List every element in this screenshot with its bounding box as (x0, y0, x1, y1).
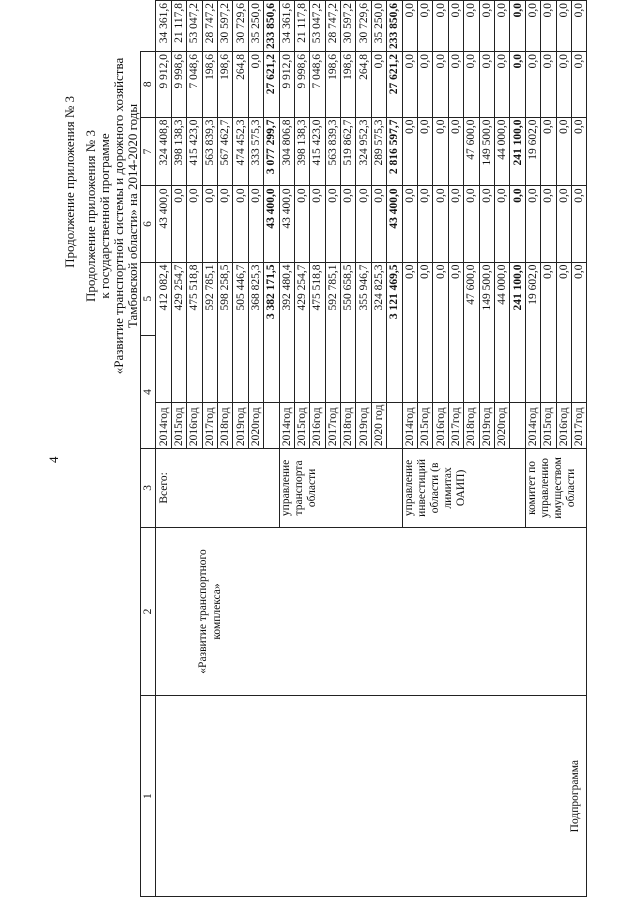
value-cell: 47 600,0 (464, 117, 479, 186)
value-cell: 7 048,6 (187, 52, 202, 118)
total-value-cell: 43 400,0 (264, 186, 279, 262)
value-cell: 0,0 (371, 186, 386, 262)
table-row (156, 1, 171, 897)
year-cell: 2014год (279, 402, 294, 449)
value-cell: 0,0 (248, 52, 263, 118)
value-cell: 198,6 (341, 52, 356, 118)
value-cell: 429 254,7 (294, 262, 309, 402)
value-cell: 198,6 (202, 52, 217, 118)
value-cell: 53 047,2 (187, 1, 202, 52)
value-cell: 505 446,7 (233, 262, 248, 402)
value-cell: 0,0 (541, 52, 556, 118)
year-cell: 2014год (156, 402, 171, 449)
value-cell: 0,0 (571, 52, 586, 118)
value-cell: 28 747,2 (325, 1, 340, 52)
value-cell: 9 912,0 (279, 52, 294, 118)
value-cell: 0,0 (541, 262, 556, 402)
value-cell: 0,0 (418, 262, 433, 402)
value-cell: 47 600,0 (464, 262, 479, 402)
value-cell: 475 518,8 (187, 262, 202, 402)
value-cell: 0,0 (448, 117, 463, 186)
total-value-cell: 0,0 (510, 52, 525, 118)
total-value-cell: 3 121 469,5 (387, 262, 402, 402)
value-cell: 53 047,2 (310, 1, 325, 52)
value-cell: 43 400,0 (156, 186, 171, 262)
value-cell: 0,0 (233, 186, 248, 262)
page-number: 4 (46, 456, 61, 463)
value-cell: 563 839,3 (202, 117, 217, 186)
year-cell: 2019год (356, 402, 371, 449)
year-cell: 2016год (187, 402, 202, 449)
value-cell: 0,0 (171, 186, 186, 262)
value-cell: 368 825,3 (248, 262, 263, 402)
column-number-header: 4 (141, 335, 156, 448)
value-cell: 0,0 (494, 52, 509, 118)
value-cell: 474 452,3 (233, 117, 248, 186)
value-cell: 198,6 (217, 52, 232, 118)
value-cell: 0,0 (418, 117, 433, 186)
value-cell: 0,0 (448, 186, 463, 262)
value-cell: 567 462,7 (217, 117, 232, 186)
value-cell: 9 912,0 (156, 52, 171, 118)
column-number-header: 2 (141, 527, 156, 696)
year-cell: 2014год (525, 402, 540, 449)
year-cell: 2018год (341, 402, 356, 449)
value-cell: 0,0 (571, 186, 586, 262)
value-cell: 30 729,6 (233, 1, 248, 52)
value-cell: 0,0 (418, 1, 433, 52)
financing-table (140, 0, 587, 897)
executor-cell: управление транспорта области (279, 449, 402, 528)
total-value-cell: 0,0 (510, 186, 525, 262)
value-cell: 149 500,0 (479, 117, 494, 186)
value-cell: 0,0 (494, 1, 509, 52)
total-value-cell: 43 400,0 (387, 186, 402, 262)
column-number-header: 7 (141, 117, 156, 186)
total-value-cell: 27 621,2 (264, 52, 279, 118)
value-cell: 0,0 (494, 186, 509, 262)
value-cell: 304 806,8 (279, 117, 294, 186)
value-cell: 0,0 (525, 1, 540, 52)
value-cell: 0,0 (525, 52, 540, 118)
year-cell: 2018год (464, 402, 479, 449)
value-cell: 34 361,6 (156, 1, 171, 52)
value-cell: 324 952,3 (356, 117, 371, 186)
year-cell: 2019год (233, 402, 248, 449)
program-heading-line: «Развитие транспортной системы и дорожного хозяйства (111, 57, 126, 375)
executor-cell: Всего: (156, 449, 279, 528)
total-value-cell: 241 100,0 (510, 262, 525, 402)
total-value-cell: 233 850,6 (264, 1, 279, 52)
program-heading-line: Тамбовской области» на 2014-2020 годы (125, 103, 140, 329)
value-cell: 0,0 (479, 186, 494, 262)
value-cell: 398 138,3 (171, 117, 186, 186)
value-cell: 7 048,6 (310, 52, 325, 118)
year-cell: 2015год (294, 402, 309, 449)
column-number-header: 1 (141, 696, 156, 897)
year-cell: 2017год (202, 402, 217, 449)
executor-cell: управление инвестиций области (в лимитах ОАИП) (402, 449, 525, 528)
year-cell: 2015год (541, 402, 556, 449)
value-cell: 35 250,0 (248, 1, 263, 52)
year-cell: 2020год (248, 402, 263, 449)
value-cell: 264,8 (356, 52, 371, 118)
year-cell: 2015год (418, 402, 433, 449)
value-cell: 475 518,8 (310, 262, 325, 402)
executor-cell: комитет по управлению имуществом области (525, 449, 587, 528)
value-cell: 0,0 (325, 186, 340, 262)
value-cell: 0,0 (479, 52, 494, 118)
value-cell: 0,0 (402, 186, 417, 262)
year-cell: 2017год (325, 402, 340, 449)
column-number-row (141, 1, 156, 897)
value-cell: 35 250,0 (371, 1, 386, 52)
year-cell: 2016год (556, 402, 571, 449)
value-cell: 0,0 (448, 262, 463, 402)
value-cell: 0,0 (556, 52, 571, 118)
value-cell: 0,0 (187, 186, 202, 262)
program-heading-line: Продолжение приложения № 3 (83, 130, 98, 302)
value-cell: 0,0 (310, 186, 325, 262)
column-number-header: 8 (141, 52, 156, 118)
value-cell: 0,0 (418, 52, 433, 118)
column-number-header: 3 (141, 449, 156, 528)
value-cell: 0,0 (571, 117, 586, 186)
value-cell: 264,8 (233, 52, 248, 118)
value-cell: 563 839,3 (325, 117, 340, 186)
value-cell: 0,0 (571, 1, 586, 52)
year-cell: 2019год (479, 402, 494, 449)
value-cell: 19 602,0 (525, 262, 540, 402)
year-cell-empty (510, 402, 525, 449)
value-cell: 0,0 (433, 262, 448, 402)
appendix-label: Продолжение приложения № 3 (62, 96, 77, 268)
year-cell: 2015год (171, 402, 186, 449)
value-cell: 0,0 (525, 186, 540, 262)
value-cell: 0,0 (541, 117, 556, 186)
value-cell: 30 597,2 (341, 1, 356, 52)
value-cell: 0,0 (402, 117, 417, 186)
year-cell: 2016год (433, 402, 448, 449)
value-cell: 30 729,6 (356, 1, 371, 52)
program-heading-line: к государственной программе (97, 133, 112, 299)
value-cell: 0,0 (202, 186, 217, 262)
value-cell: 0,0 (448, 1, 463, 52)
value-cell: 0,0 (402, 52, 417, 118)
value-cell: 0,0 (464, 186, 479, 262)
value-cell: 289 575,3 (371, 117, 386, 186)
year-cell: 2014год (402, 402, 417, 449)
value-cell: 0,0 (217, 186, 232, 262)
total-value-cell: 27 621,2 (387, 52, 402, 118)
value-cell: 0,0 (341, 186, 356, 262)
value-cell: 324 408,8 (156, 117, 171, 186)
value-cell: 355 946,7 (356, 262, 371, 402)
value-cell: 415 423,0 (310, 117, 325, 186)
program-heading (84, 1, 140, 431)
total-value-cell: 0,0 (510, 1, 525, 52)
value-cell: 44 000,0 (494, 262, 509, 402)
value-cell: 34 361,6 (279, 1, 294, 52)
value-cell: 415 423,0 (187, 117, 202, 186)
value-cell: 412 082,4 (156, 262, 171, 402)
value-cell: 9 998,6 (171, 52, 186, 118)
total-value-cell: 3 077 299,7 (264, 117, 279, 186)
value-cell: 429 254,7 (171, 262, 186, 402)
column-number-header: 5 (141, 262, 156, 335)
value-cell: 324 825,3 (371, 262, 386, 402)
value-cell: 0,0 (433, 117, 448, 186)
year-cell: 2020 год (371, 402, 386, 449)
value-cell: 0,0 (433, 52, 448, 118)
column-number-header: 6 (141, 186, 156, 262)
value-cell: 550 658,5 (341, 262, 356, 402)
value-cell: 0,0 (433, 186, 448, 262)
year-cell: 2018год (217, 402, 232, 449)
value-cell: 592 785,1 (202, 262, 217, 402)
year-cell: 2017год (448, 402, 463, 449)
value-cell: 21 117,8 (294, 1, 309, 52)
value-cell: 0,0 (356, 186, 371, 262)
year-cell-empty (264, 402, 279, 449)
value-cell: 19 602,0 (525, 117, 540, 186)
value-cell: 598 258,5 (217, 262, 232, 402)
value-cell: 21 117,8 (171, 1, 186, 52)
value-cell: 0,0 (418, 186, 433, 262)
value-cell: 333 575,3 (248, 117, 263, 186)
value-cell: 0,0 (541, 1, 556, 52)
value-cell: 149 500,0 (479, 262, 494, 402)
year-cell: 2016год (310, 402, 325, 449)
value-cell: 9 998,6 (294, 52, 309, 118)
value-cell: 0,0 (402, 262, 417, 402)
value-cell: 398 138,3 (294, 117, 309, 186)
value-cell: 0,0 (556, 262, 571, 402)
total-value-cell: 233 850,6 (387, 1, 402, 52)
value-cell: 0,0 (556, 1, 571, 52)
total-value-cell: 241 100,0 (510, 117, 525, 186)
year-cell: 2017год (571, 402, 586, 449)
value-cell: 0,0 (433, 1, 448, 52)
value-cell: 0,0 (402, 1, 417, 52)
value-cell: 0,0 (448, 52, 463, 118)
value-cell: 0,0 (464, 1, 479, 52)
value-cell: 0,0 (248, 186, 263, 262)
value-cell: 519 862,7 (341, 117, 356, 186)
value-cell: 0,0 (294, 186, 309, 262)
value-cell: 44 000,0 (494, 117, 509, 186)
value-cell: 28 747,2 (202, 1, 217, 52)
subprogram-label-cell: Подпрограмма (156, 696, 587, 897)
total-value-cell: 3 382 171,5 (264, 262, 279, 402)
value-cell: 30 597,2 (217, 1, 232, 52)
value-cell: 0,0 (556, 186, 571, 262)
value-cell: 0,0 (571, 262, 586, 402)
value-cell: 592 785,1 (325, 262, 340, 402)
value-cell: 0,0 (479, 1, 494, 52)
value-cell: 0,0 (541, 186, 556, 262)
value-cell: 0,0 (556, 117, 571, 186)
value-cell: 198,6 (325, 52, 340, 118)
value-cell: 392 480,4 (279, 262, 294, 402)
value-cell: 43 400,0 (279, 186, 294, 262)
subprogram-name-cell: «Развитие транспортного комплекса» (156, 527, 587, 696)
value-cell: 0,0 (371, 52, 386, 118)
year-cell: 2020год (494, 402, 509, 449)
total-value-cell: 2 816 597,7 (387, 117, 402, 186)
value-cell: 0,0 (464, 52, 479, 118)
year-cell-empty (387, 402, 402, 449)
